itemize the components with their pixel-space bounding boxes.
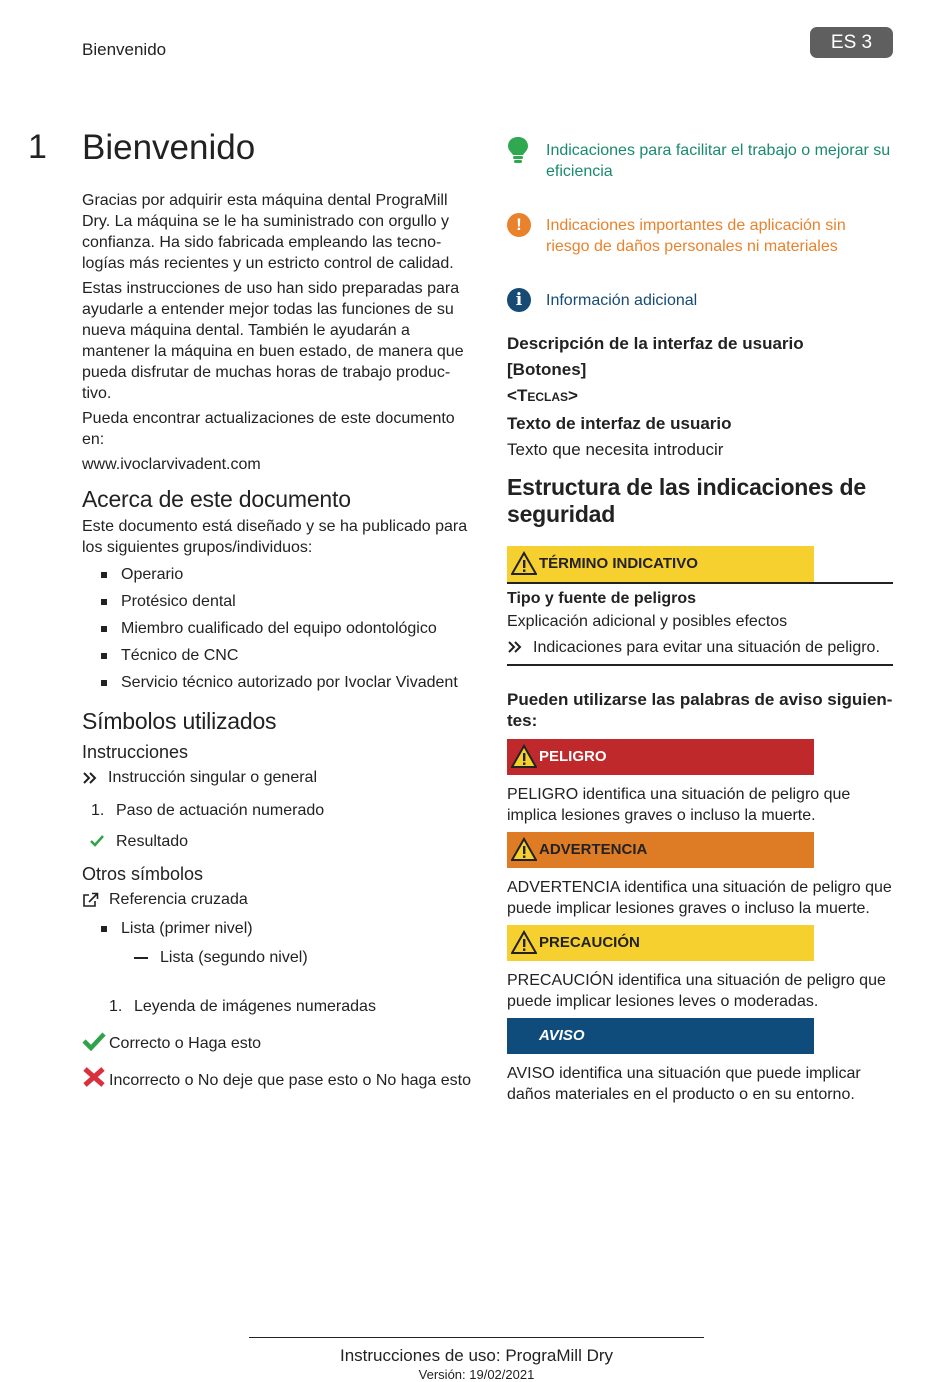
- lightbulb-icon: [507, 136, 529, 164]
- audience-list: [82, 564, 472, 693]
- about-heading: Acerca de este documento: [82, 486, 351, 512]
- intro-paragraph: Estas instrucciones de uso han sido preparadas para ayudarle a entender mejor todas las funciones de su nueva máquina dental. También le ayudarán a mantener la máquina en buen estado, de manera que pueda disfrutar de muchas horas de trabajo produc-tivo.: [82, 280, 464, 402]
- divider: [507, 582, 893, 584]
- chapter-title: Bienvenido: [82, 128, 256, 167]
- caution-text: PRECAUCIÓN identifica una situación de peligro que puede implicar lesiones leves o moderadas.: [507, 971, 886, 1010]
- explanation: Explicación adicional y posibles efectos: [507, 613, 788, 630]
- chapter-number: 1: [28, 128, 47, 166]
- right-column: [507, 140, 893, 1111]
- about-text: Este documento está diseñado y se ha publicado para los siguientes grupos/individuos:: [82, 518, 468, 556]
- list-item: Miembro cualificado del equipo odontológico: [82, 618, 472, 639]
- image-legend: 1. Leyenda de imágenes numeradas: [109, 998, 376, 1015]
- external-link-icon: [82, 892, 99, 908]
- dash-icon: [134, 957, 148, 959]
- list-item: Protésico dental: [82, 591, 472, 612]
- bullet-square-icon: [101, 572, 107, 578]
- step-number: 1.: [91, 802, 105, 819]
- input-text-convention: Texto que necesita introducir: [507, 440, 724, 459]
- bullet-square-icon: [101, 626, 107, 632]
- left-column: [82, 190, 472, 1099]
- page-number-badge: ES 3: [810, 27, 893, 58]
- list-first-level: Lista (primer nivel): [82, 918, 472, 939]
- warning-triangle-icon: [511, 837, 537, 861]
- safety-heading: Estructura de las indicaciones de seguridad: [507, 474, 866, 527]
- bullet-square-icon: [101, 653, 107, 659]
- legend-number: 1.: [109, 998, 123, 1015]
- warning-triangle-icon: [511, 551, 537, 575]
- warning-text: ADVERTENCIA identifica una situación de peligro que puede implicar lesiones graves o incluso la muerte.: [507, 878, 892, 917]
- ui-text-convention: Texto de interfaz de usuario: [507, 414, 732, 433]
- correct-row: Correcto o Haga esto: [82, 1033, 472, 1054]
- cross-icon: [82, 1066, 106, 1088]
- bullet-square-icon: [101, 680, 107, 686]
- hazard-type: Tipo y fuente de peligros: [507, 590, 697, 607]
- term-banner: TÉRMINO INDICATIVO: [507, 546, 814, 582]
- notice-text: AVISO identifica una situación que puede implicar daños materiales en el producto o en su entorno.: [507, 1064, 861, 1103]
- website-link[interactable]: www.ivoclarvivadent.com: [82, 456, 261, 473]
- danger-banner: PELIGRO: [507, 739, 814, 775]
- double-chevron-icon: [82, 771, 98, 785]
- footer-version: Versión: 19/02/2021: [418, 1367, 535, 1382]
- intro-paragraph: Gracias por adquirir esta máquina dental PrograMill Dry. La máquina se le ha suministrado con orgullo y confianza. Ha sido fabricada empleando las tecno-logías más recientes y un estricto control de calidad.: [82, 192, 454, 272]
- incorrect-row: Incorrecto o No deje que pase esto o No haga esto: [82, 1070, 472, 1091]
- running-header: Bienvenido: [82, 40, 167, 59]
- warning-triangle-icon: [511, 930, 537, 954]
- list-item: Técnico de CNC: [82, 645, 472, 666]
- intro-paragraph: Pueda encontrar actualizaciones de este documento en:: [82, 410, 455, 448]
- caution-banner: PRECAUCIÓN: [507, 925, 814, 961]
- list-item: Servicio técnico autorizado por Ivoclar Vivadent: [82, 672, 472, 693]
- info-note: i Información adicional: [507, 290, 893, 311]
- check-icon: [82, 1031, 106, 1051]
- signal-words-heading: Pueden utilizarse las palabras de aviso siguien-tes:: [507, 689, 893, 730]
- danger-text: PELIGRO identifica una situación de peligro que implica lesiones graves o incluso la muerte.: [507, 785, 851, 824]
- divider: [507, 664, 893, 666]
- cross-reference: Referencia cruzada: [82, 889, 472, 910]
- info-icon: i: [507, 288, 531, 312]
- list-second-level: Lista (segundo nivel): [82, 947, 472, 968]
- warning-triangle-icon: [511, 744, 537, 768]
- warning-banner: ADVERTENCIA: [507, 832, 814, 868]
- footer-divider: [249, 1337, 704, 1338]
- other-symbols-heading: Otros símbolos: [82, 864, 204, 884]
- buttons-convention: [Botones]: [507, 360, 587, 379]
- symbols-heading: Símbolos utilizados: [82, 708, 277, 734]
- list-item: Operario: [82, 564, 472, 585]
- double-chevron-icon: [507, 640, 523, 654]
- avoid-instruction: Indicaciones para evitar una situación de peligro.: [507, 637, 893, 658]
- exclamation-icon: !: [507, 213, 531, 237]
- tip-note: Indicaciones para facilitar el trabajo o mejorar su eficiencia: [507, 140, 893, 182]
- instructions-heading: Instrucciones: [82, 742, 189, 762]
- important-note: ! Indicaciones importantes de aplicación sin riesgo de daños personales ni materiales: [507, 215, 893, 257]
- footer-title: Instrucciones de uso: PrograMill Dry: [339, 1346, 614, 1365]
- instruction-numbered: 1. Paso de actuación numerado: [91, 802, 325, 819]
- ui-description: Descripción de la interfaz de usuario: [507, 334, 804, 353]
- keys-convention: <TECLAS>: [507, 386, 578, 405]
- notice-banner: AVISO: [507, 1018, 814, 1054]
- bullet-square-icon: [101, 599, 107, 605]
- instruction-result: Resultado: [82, 831, 472, 852]
- check-icon: [90, 835, 104, 847]
- instruction-general: Instrucción singular o general: [82, 767, 472, 788]
- bullet-square-icon: [101, 926, 107, 932]
